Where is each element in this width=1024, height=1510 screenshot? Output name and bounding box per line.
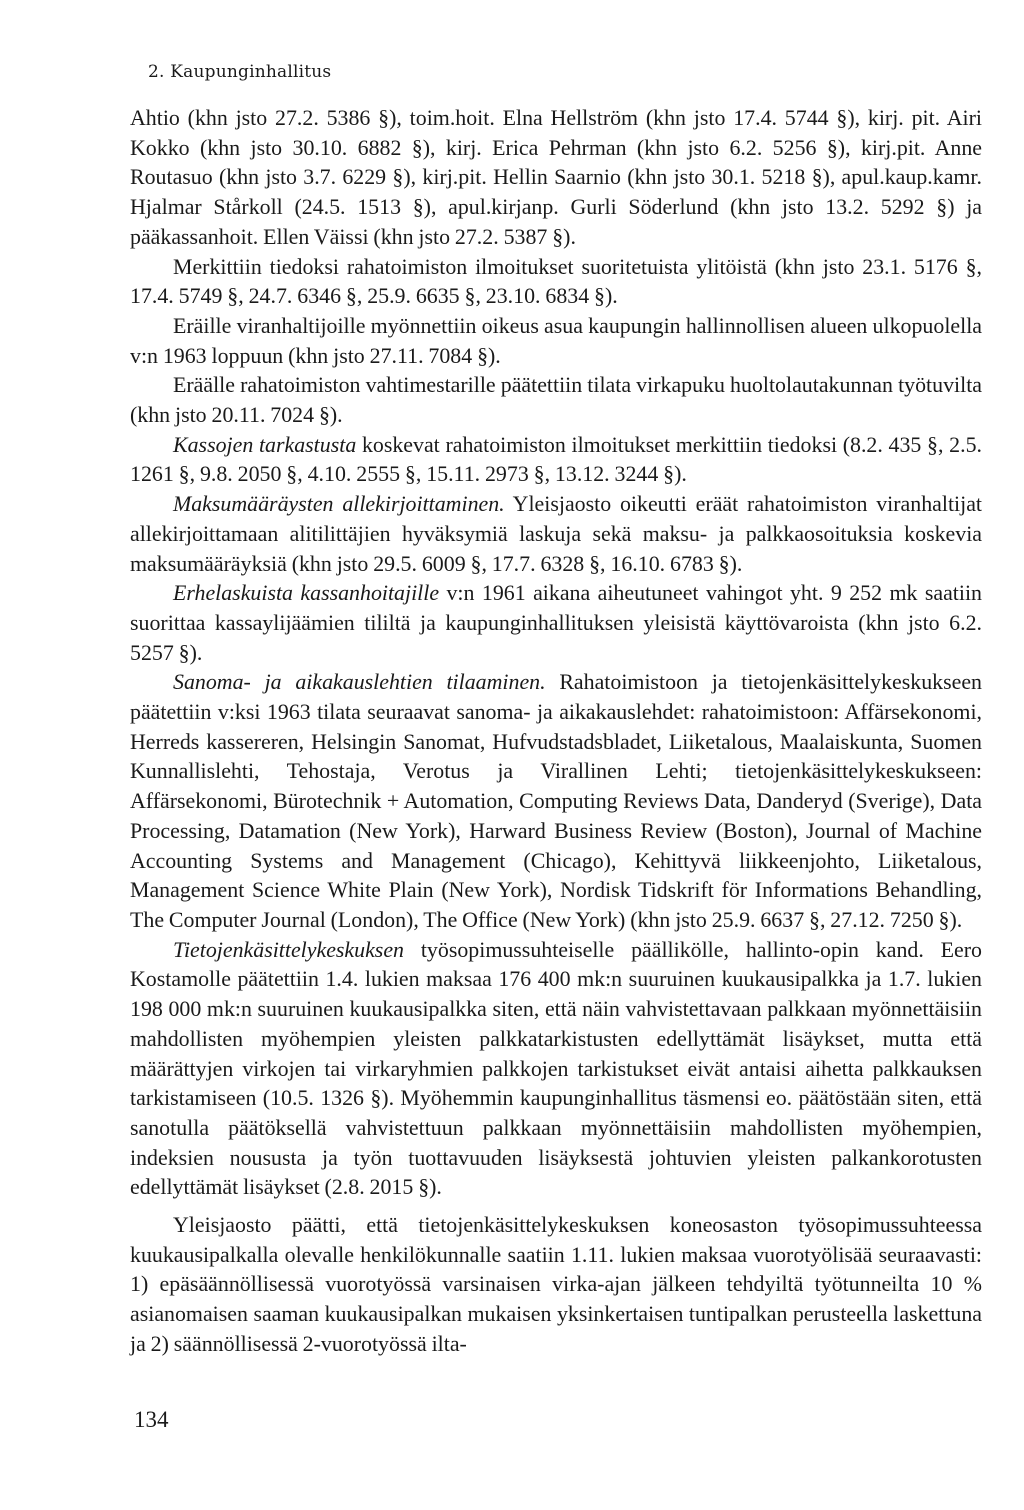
paragraph — [130, 311, 982, 370]
paragraph — [130, 489, 982, 578]
paragraph-heading: Kassojen tarkastusta — [173, 431, 357, 457]
paragraph-text: Rahatoimistoon ja tietojenkäsittelykeskukseen päätettiin v:ksi 1963 tilata seuraavat sanoma- ja aikakauslehdet: rahatoimistoon: Affärsekonomi, Herreds kassereren, Helsingin Sanomat, Hufvudstadsbladet, Liiketalous, Maalaiskunta, Suomen Kunnallislehti, Tehostaja, Verotus ja Virallinen Lehti; tietojenkäsittelykeskukseen: Affärsekonomi, Bürotechnik + Automation, Computing Reviews Data, Danderyd (Sverige), Data Processing, Datamation (New York), Harward Business Review (Boston), Journal of Machine Accounting Systems and Management (Chicago), Kehittyvä liikkeenjohto, Liiketalous, Management Science White Plain (New York), Nordisk Tidskrift för Informations Behandling, The Computer Journal (London), The Office (New York) (khn jsto 25.9. 6637 §, 27.12. 7250 §). — [130, 669, 982, 932]
paragraph — [130, 370, 982, 429]
paragraph-text: Merkittiin tiedoksi rahatoimiston ilmoitukset suoritetuista ylitöistä (khn jsto 23.1. 5176 §, 17.4. 5749 §, 24.7. 6346 §, 25.9. 6635 §, 23.10. 6834 §). — [130, 253, 982, 309]
paragraph-text: koskevat rahatoimiston ilmoitukset merkittiin tiedoksi (8.2. 435 §, 2.5. 1261 §, 9.8. 2050 §, 4.10. 2555 §, 15.11. 2973 §, 13.12. 3244 §). — [130, 431, 982, 487]
paragraph-text: v:n 1961 aikana aiheutuneet vahingot yht. 9 252 mk saatiin suorittaa kassaylijäämien tililtä ja kaupunginhallituksen yleisistä käyttövaroista (khn jsto 6.2. 5257 §). — [130, 580, 983, 665]
page-number: 134 — [134, 1407, 169, 1432]
paragraph-heading: Erhelaskuista kassanhoitajille — [173, 580, 440, 606]
paragraph-heading: Tietojenkäsittelykeskuksen — [173, 936, 404, 962]
body-text — [130, 103, 982, 1359]
paragraph — [130, 103, 982, 252]
paragraph — [130, 935, 982, 1202]
paragraph-text: Ahtio (khn jsto 27.2. 5386 §), toim.hoit. Elna Hellström (khn jsto 17.4. 5744 §), kirj. pit. Airi Kokko (khn jsto 30.10. 6882 §), kirj. Erica Pehrman (khn jsto 6.2. 5256 §), kirj.pit. Anne Routasuo (khn jsto 3.7. 6229 §), kirj.pit. Hellin Saarnio (khn jsto 30.1. 5218 §), apul.kaup.kamr. Hjalmar Stårkoll (24.5. 1513 §), apul.kirjanp. Gurli Söderlund (khn jsto 13.2. 5292 §) ja pääkassanhoit. Ellen Väissi (khn jsto 27.2. 5387 §). — [130, 105, 982, 249]
paragraph-text: Yleisjaosto päätti, että tietojenkäsittelykeskuksen koneosaston työsopimussuhteessa kuukausipalkalla olevalle henkilökunnalle saatiin 1.11. lukien maksaa vuorotyölisää seuraavasti: 1) epäsäännöllisessä vuorotyössä varsinaisen virka-ajan jälkeen tehdyiltä työtunneilta 10 % asianomaisen saaman kuukausipalkan mukaisen yksinkertaisen tuntipalkan perusteella laskettuna ja 2) säännöllisessä 2-vuorotyössä ilta- — [130, 1212, 982, 1356]
paragraph — [130, 667, 982, 934]
paragraph — [130, 430, 982, 489]
paragraph — [130, 578, 982, 667]
paragraph-text: Eräille viranhaltijoille myönnettiin oikeus asua kaupungin hallinnollisen alueen ulkopuolella v:n 1963 loppuun (khn jsto 27.11. 7084 §). — [130, 312, 982, 368]
running-header: 2. Kaupunginhallitus — [148, 62, 332, 82]
paragraph — [130, 1210, 982, 1359]
paragraph-text: työsopimussuhteiselle päällikölle, hallinto-opin kand. Eero Kostamolle päätettiin 1.4. lukien maksaa 176 400 mk:n suuruinen kuukausipalkka ja 1.7. lukien 198 000 mk:n suuruinen kuukausipalkka siten, että näin vahvistettavaan palkkaan myönnettäisiin mahdollisten myöhempien yleisten palkkatarkistusten edellyttämät lisäykset, mutta että määrättyjen virkojen tai virkaryhmien palkkojen tarkistukset eivät antaisi aihetta palkkauksen tarkistamiseen (10.5. 1326 §). Myöhemmin kaupunginhallitus täsmensi eo. päätöstään siten, että sanotulla päätöksellä vahvistettuun palkkaan myönnettäisiin mahdollisten myöhempien, indeksien noususta ja työn tuottavuuden lisäyksestä johtuvien yleisten palkankorotusten edellyttämät lisäykset (2.8. 2015 §). — [130, 936, 982, 1200]
paragraph-heading: Sanoma- ja aikakauslehtien tilaaminen. — [173, 669, 546, 695]
paragraph-text: Eräälle rahatoimiston vahtimestarille päätettiin tilata virkapuku huoltolautakunnan työtuvilta (khn jsto 20.11. 7024 §). — [130, 372, 982, 428]
paragraph — [130, 252, 982, 311]
paragraph-text: Yleisjaosto oikeutti eräät rahatoimiston viranhaltijat allekirjoittamaan alitilittäjien hyväksymiä laskuja sekä maksu- ja palkkaosoituksia koskevia maksumääräyksiä (khn jsto 29.5. 6009 §, 17.7. 6328 §, 16.10. 6783 §). — [130, 491, 982, 576]
paragraph-heading: Maksumääräysten allekirjoittaminen. — [173, 491, 505, 517]
